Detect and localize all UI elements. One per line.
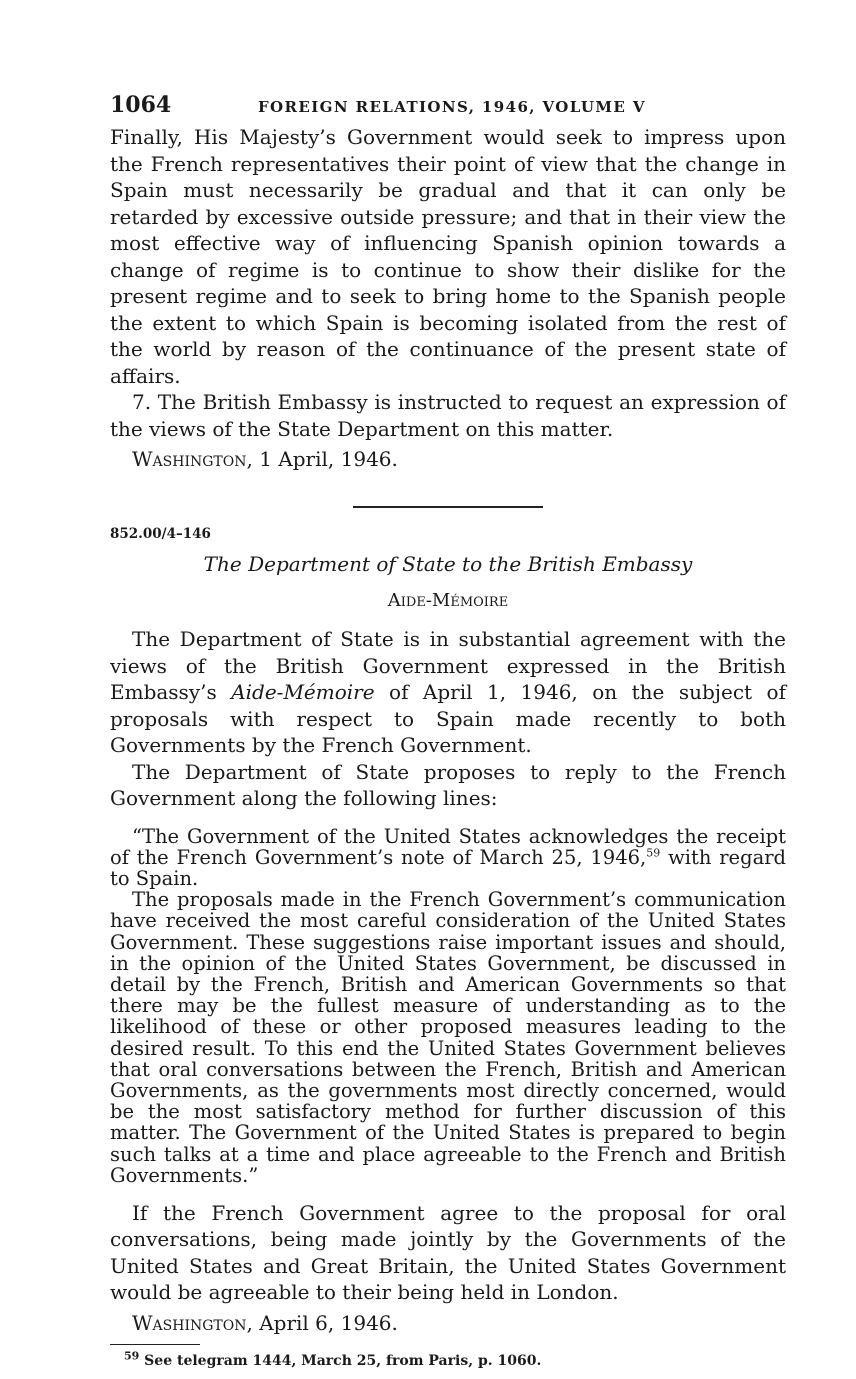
paragraph-7: 7. The British Embassy is instructed to request an expression of the views of the State Department on this matter.	[110, 390, 786, 441]
footnote-marker: 59	[124, 1349, 140, 1363]
dateline-place: Washington,	[132, 447, 253, 471]
dateline-1	[132, 446, 786, 472]
page-number: 1064	[110, 92, 172, 118]
quote-paragraph-1	[110, 826, 786, 890]
dateline-date: 1 April, 1946.	[252, 447, 398, 471]
footnote-text: See telegram 1444, March 25, from Paris, p. 1060.	[139, 1352, 542, 1369]
quote-text-1: “The Government of the United States acknowledges the receipt of the French Government’s note of March 25, 1946,	[110, 824, 786, 869]
quote-text-2: with regard to Spain.	[110, 845, 786, 890]
footnote-divider	[110, 1344, 200, 1345]
document-subtitle: Aide-Mémoire	[387, 590, 509, 611]
paragraph-agreement-text-1: The Department of State is in substantial agreement with the views of the British Government expressed in the British Embassy’s	[110, 627, 786, 704]
document-title: The Department of State to the British Embassy	[203, 552, 693, 576]
dateline-place: Washington,	[132, 1310, 253, 1335]
paragraph-agreement-text-2: of April 1, 1946, on the subject of proposals with respect to Spain made recently to both Governments by the French Government.	[110, 680, 786, 757]
dateline-date: April 6, 1946.	[252, 1310, 398, 1335]
file-number: 852.00/4–146	[110, 526, 211, 542]
paragraph-finally: Finally, His Majesty’s Government would seek to impress upon the French representatives their point of view that the change in Spain must necessarily be gradual and that it can only be retarded by excessive outside pressure; and that in their view the most effective way of influencing Spanish opinion towards a change of regime is to continue to show their dislike for the present regime and to seek to bring home to the Spanish people the extent to which Spain is becoming isolated from the rest of the world by reason of the continuance of the present state of affairs.	[110, 125, 786, 388]
aide-memoire-italic: Aide-Mémoire	[231, 680, 375, 704]
running-head: FOREIGN RELATIONS, 1946, VOLUME V	[258, 98, 646, 116]
footnote	[124, 1351, 786, 1371]
paragraph-agreement	[110, 626, 786, 759]
document-page	[110, 92, 786, 1371]
page-header	[110, 92, 786, 124]
quote-paragraph-2: The proposals made in the French Government’s communication have received the most careful consideration of the United States Government. These suggestions raise important issues and should, in the opinion of the United States Government, be discussed in detail by the French, British and American Governments so that there may be the fullest measure of understanding as to the likelihood of these or other proposed measures leading to the desired result. To this end the United States Government believes that oral conversations between the French, British and American Governments, as the governments most directly concerned, would be the most satisfactory method for further discussion of this matter. The Government of the United States is prepared to begin such talks at a time and place agreeable to the French and British Governments.”	[110, 888, 786, 1187]
footnote-reference: 59	[646, 846, 661, 860]
dateline-2	[132, 1310, 786, 1336]
paragraph-oral-conversations: If the French Government agree to the proposal for oral conversations, being made jointly by the Governments of the United States and Great Britain, the United States Government would be agreeable to their being held in London.	[110, 1200, 786, 1305]
paragraph-proposes: The Department of State proposes to reply to the French Government along the following lines:	[110, 759, 786, 810]
section-divider	[353, 506, 543, 508]
quoted-reply	[110, 826, 786, 1186]
